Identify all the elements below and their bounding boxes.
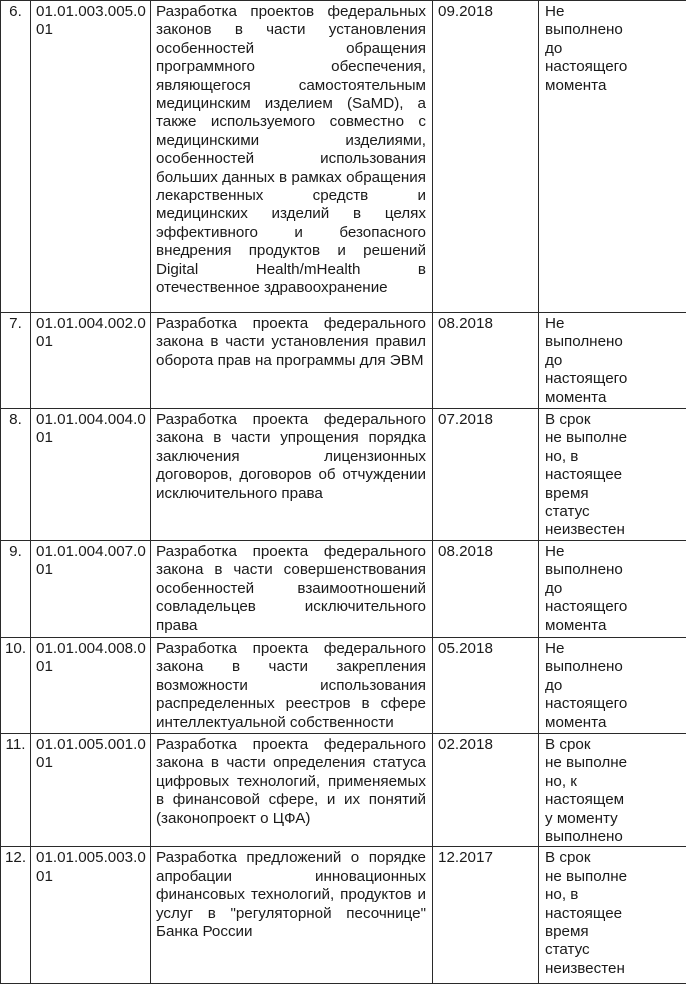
row-number: 8. xyxy=(1,409,31,541)
status-line: Не xyxy=(545,3,683,21)
table-row xyxy=(1,638,686,734)
row-status xyxy=(539,847,686,984)
status-line: Не xyxy=(545,640,683,658)
status-line: В срок xyxy=(545,736,683,754)
row-number: 6. xyxy=(1,1,31,313)
row-description: Разработка проекта федерального закона в части установления правил оборота прав на программы для ЭВМ xyxy=(151,313,433,409)
row-status xyxy=(539,1,686,313)
status-line: но, в xyxy=(545,886,683,904)
status-line: выполнено xyxy=(545,658,683,676)
row-status xyxy=(539,734,686,847)
status-line: момента xyxy=(545,617,683,635)
status-line: но, в xyxy=(545,448,683,466)
status-line: до xyxy=(545,352,683,370)
row-status xyxy=(539,541,686,638)
row-description: Разработка проектов федеральных законов в части установления особенностей обращения программного обеспечения, являющегося самостоятельным медицинским изделием (SaMD), а также используемого совместно с медицинскими изделиями, особенностей использования больших данных в рамках обращения лекарственных средств и медицинских изделий в целях эффективного и безопасного внедрения продуктов и решений Digital Health/mHealth в отечественное здравоохранение xyxy=(151,1,433,313)
row-number: 10. xyxy=(1,638,31,734)
row-description: Разработка предложений о порядке апробации инновационных финансовых технологий, продуктов и услуг в "регуляторной песочнице" Банка России xyxy=(151,847,433,984)
row-status xyxy=(539,313,686,409)
row-deadline: 07.2018 xyxy=(433,409,539,541)
status-line: время xyxy=(545,485,683,503)
plan-table-body xyxy=(1,1,686,984)
status-line: Не xyxy=(545,543,683,561)
row-code: 01.01.005.001.001 xyxy=(31,734,151,847)
status-line: настоящего xyxy=(545,58,683,76)
status-line: Не xyxy=(545,315,683,333)
status-line: настоящее xyxy=(545,466,683,484)
table-row xyxy=(1,409,686,541)
table-row xyxy=(1,1,686,313)
row-number: 9. xyxy=(1,541,31,638)
status-line: неизвестен xyxy=(545,960,683,978)
row-description: Разработка проекта федерального закона в части определения статуса цифровых технологий, применяемых в финансовой сфере, и их понятий (законопроект о ЦФА) xyxy=(151,734,433,847)
row-deadline: 08.2018 xyxy=(433,541,539,638)
row-code: 01.01.004.008.001 xyxy=(31,638,151,734)
status-line: момента xyxy=(545,77,683,95)
table-row xyxy=(1,541,686,638)
table-row xyxy=(1,734,686,847)
status-line: момента xyxy=(545,389,683,407)
row-code: 01.01.004.002.001 xyxy=(31,313,151,409)
row-number: 7. xyxy=(1,313,31,409)
status-line: настоящего xyxy=(545,598,683,616)
row-description: Разработка проекта федерального закона в части совершенствования особенностей взаимоотношений совладельцев исключительного права xyxy=(151,541,433,638)
status-line: время xyxy=(545,923,683,941)
status-line: В срок xyxy=(545,849,683,867)
status-line: до xyxy=(545,580,683,598)
row-deadline: 09.2018 xyxy=(433,1,539,313)
row-deadline: 02.2018 xyxy=(433,734,539,847)
status-line: выполнено xyxy=(545,828,683,846)
status-line: момента xyxy=(545,714,683,732)
status-line: не выполне xyxy=(545,868,683,886)
status-line: неизвестен xyxy=(545,521,683,539)
status-line: у моменту xyxy=(545,810,683,828)
row-deadline: 08.2018 xyxy=(433,313,539,409)
row-description: Разработка проекта федерального закона в части упрощения порядка заключения лицензионных договоров, договоров об отчуждении исключительного права xyxy=(151,409,433,541)
status-line: не выполне xyxy=(545,754,683,772)
status-line: выполнено xyxy=(545,21,683,39)
status-line: до xyxy=(545,677,683,695)
row-code: 01.01.005.003.001 xyxy=(31,847,151,984)
status-line: настоящего xyxy=(545,695,683,713)
status-line: настоящее xyxy=(545,905,683,923)
status-line: В срок xyxy=(545,411,683,429)
status-line: но, к xyxy=(545,773,683,791)
status-line: статус xyxy=(545,941,683,959)
row-code: 01.01.003.005.001 xyxy=(31,1,151,313)
row-status xyxy=(539,409,686,541)
status-line: статус xyxy=(545,503,683,521)
status-line: до xyxy=(545,40,683,58)
status-line: настоящего xyxy=(545,370,683,388)
row-number: 12. xyxy=(1,847,31,984)
row-status xyxy=(539,638,686,734)
table-row xyxy=(1,313,686,409)
row-code: 01.01.004.007.001 xyxy=(31,541,151,638)
table-row xyxy=(1,847,686,984)
row-code: 01.01.004.004.001 xyxy=(31,409,151,541)
row-deadline: 12.2017 xyxy=(433,847,539,984)
row-deadline: 05.2018 xyxy=(433,638,539,734)
status-line: выполнено xyxy=(545,561,683,579)
status-line: настоящем xyxy=(545,791,683,809)
row-number: 11. xyxy=(1,734,31,847)
status-line: не выполне xyxy=(545,429,683,447)
row-description: Разработка проекта федерального закона в части закрепления возможности использования распределенных реестров в сфере интеллектуальной собственности xyxy=(151,638,433,734)
status-line: выполнено xyxy=(545,333,683,351)
